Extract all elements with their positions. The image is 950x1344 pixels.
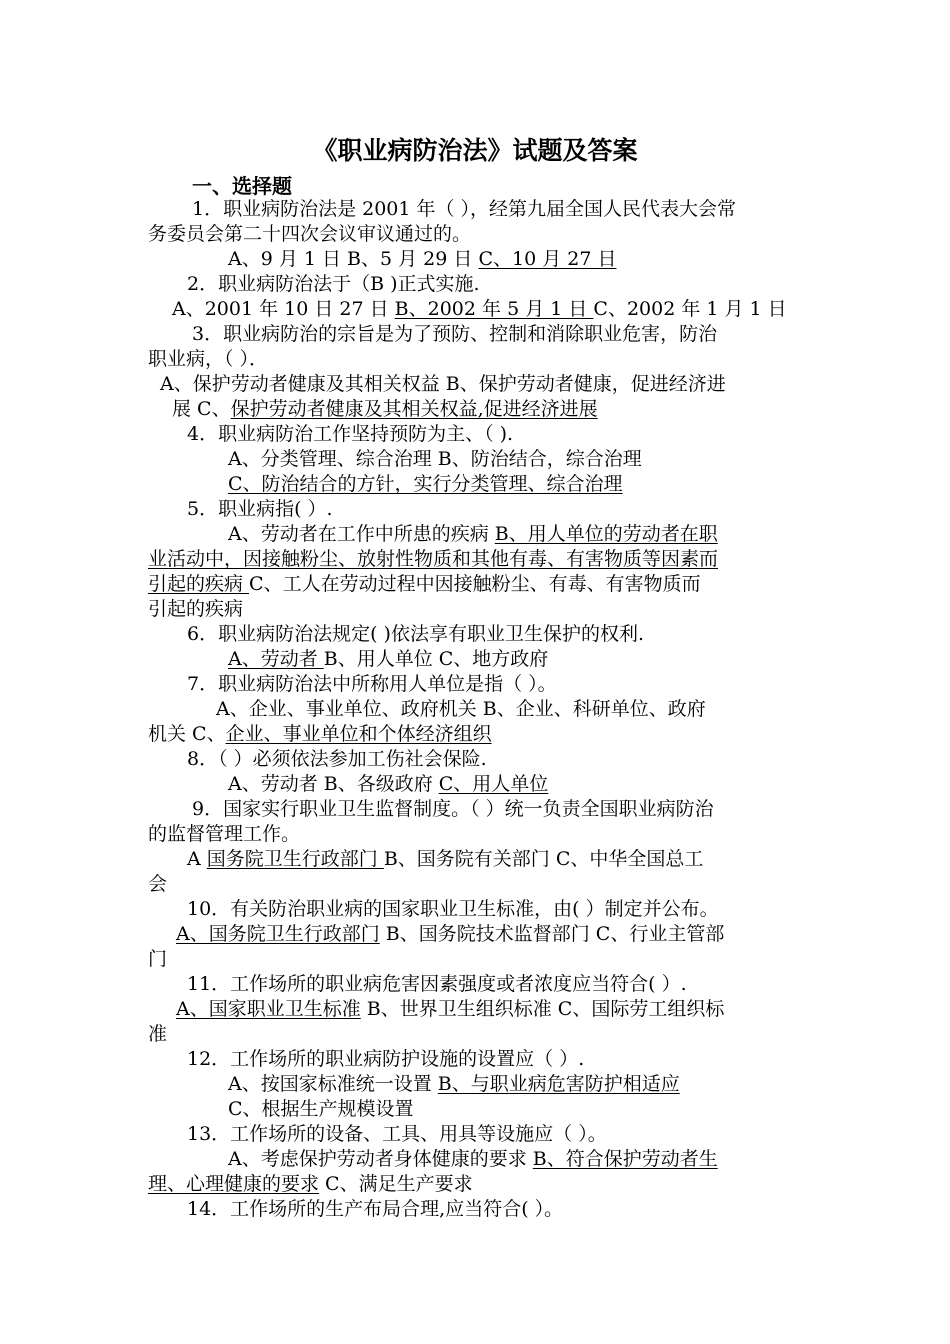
answer-underlined: 保护劳动者健康及其相关权益,促进经济进展 <box>230 398 598 420</box>
text-segment: A、劳动者在工作中所患的疾病 <box>228 523 495 545</box>
text-line <box>192 197 872 222</box>
text-line <box>187 847 867 872</box>
text-line <box>187 747 867 772</box>
text-line <box>228 1097 908 1122</box>
page-title: 《职业病防治法》试题及答案 <box>312 136 638 165</box>
text-line <box>148 547 828 572</box>
text-line <box>148 572 828 597</box>
text-segment: 14．工作场所的生产布局合理,应当符合( ）。 <box>187 1198 564 1220</box>
text-line <box>187 672 867 697</box>
text-segment: B、国务院技术监督部门 C、行业主管部 <box>379 923 725 945</box>
text-line <box>192 322 872 347</box>
text-line <box>228 447 908 472</box>
text-line <box>228 647 908 672</box>
text-line <box>148 872 828 897</box>
text-segment: B、世界卫生组织标准 C、国际劳工组织标 <box>360 998 725 1020</box>
text-segment: 会 <box>148 873 168 895</box>
answer-underlined: 理、心理健康的要求 <box>148 1173 320 1195</box>
text-segment: C、满足生产要求 <box>319 1173 473 1195</box>
answer-underlined: C、10 月 27 日 <box>478 248 617 270</box>
text-segment: 2．职业病防治法于（B )正式实施. <box>187 273 480 295</box>
answer-underlined: 引起的疾病 <box>148 573 250 595</box>
text-line <box>148 347 828 372</box>
answer-underlined: B、用人单位的劳动者在职 <box>494 523 718 545</box>
text-segment: 9．国家实行职业卫生监督制度。（ ）统一负责全国职业病防治 <box>192 798 714 820</box>
text-line <box>176 922 856 947</box>
text-segment: C、2002 年 1 月 1 日 <box>593 298 787 320</box>
text-segment: 1．职业病防治法是 2001 年（ ），经第九届全国人民代表大会常 <box>192 198 737 220</box>
text-line <box>192 797 872 822</box>
text-segment: A、考虑保护劳动者身体健康的要求 <box>228 1148 533 1170</box>
text-segment: 11．工作场所的职业病危害因素强度或者浓度应当符合( ）. <box>187 973 687 995</box>
answer-underlined: B、符合保护劳动者生 <box>532 1148 718 1170</box>
text-segment: 12．工作场所的职业病防护设施的设置应（ ）. <box>187 1048 585 1070</box>
text-segment: 门 <box>148 948 168 970</box>
text-segment: A、按国家标准统一设置 <box>228 1073 438 1095</box>
answer-underlined: 国务院卫生行政部门 <box>206 848 384 870</box>
text-segment: 展 C、 <box>172 398 231 420</box>
answer-underlined: C、防治结合的方针，实行分类管理、综合治理 <box>228 473 623 495</box>
text-line <box>187 272 867 297</box>
text-segment: 机关 C、 <box>148 723 226 745</box>
text-line <box>148 722 828 747</box>
text-line <box>187 1047 867 1072</box>
text-segment: A、企业、事业单位、政府机关 B、企业、科研单位、政府 <box>216 698 706 720</box>
text-segment: 5．职业病指( ）. <box>187 498 333 520</box>
answer-underlined: 企业、事业单位和个体经济组织 <box>225 723 492 745</box>
text-segment: 务委员会第二十四次会议审议通过的。 <box>148 223 472 245</box>
text-segment: A、分类管理、综合治理 B、防治结合，综合治理 <box>228 448 642 470</box>
text-line <box>148 597 828 622</box>
section-heading: 一、选择题 <box>192 174 292 198</box>
text-segment: 10．有关防治职业病的国家职业卫生标准，由( ）制定并公布。 <box>187 898 719 920</box>
answer-underlined: A、劳动者 <box>228 648 324 670</box>
text-line <box>216 697 896 722</box>
answer-underlined: A、国务院卫生行政部门 <box>176 923 380 945</box>
text-segment: C、工人在劳动过程中因接触粉尘、有毒、有害物质而 <box>249 573 701 595</box>
text-segment: A、2001 年 10 日 27 日 <box>172 298 395 320</box>
text-segment: 7．职业病防治法中所称用人单位是指（ ）。 <box>187 673 557 695</box>
text-segment: 的监督管理工作。 <box>148 823 301 845</box>
text-segment: A、劳动者 B、各级政府 <box>228 773 439 795</box>
text-segment: 3．职业病防治的宗旨是为了预防、控制和消除职业危害，防治 <box>192 323 718 345</box>
text-line <box>187 972 867 997</box>
text-line <box>172 397 852 422</box>
text-segment: B、用人单位 C、地方政府 <box>323 648 549 670</box>
answer-underlined: C、用人单位 <box>438 773 549 795</box>
text-segment: 4．职业病防治工作坚持预防为主、（ ). <box>187 423 514 445</box>
text-segment: A、保护劳动者健康及其相关权益 B、保护劳动者健康，促进经济进 <box>160 373 726 395</box>
text-segment: 6．职业病防治法规定( )依法享有职业卫生保护的权利. <box>187 623 644 645</box>
text-segment: 8．（ ）必须依法参加工伤社会保险. <box>187 748 487 770</box>
text-segment: A、9 月 1 日 B、5 月 29 日 <box>228 248 479 270</box>
text-segment: A <box>187 848 207 870</box>
text-line <box>160 372 840 397</box>
text-line <box>228 522 908 547</box>
text-segment: 13．工作场所的设备、工具、用具等设施应（ ）。 <box>187 1123 607 1145</box>
text-segment: 准 <box>148 1023 168 1045</box>
text-line <box>228 772 908 797</box>
text-line <box>187 497 867 522</box>
answer-underlined: A、国家职业卫生标准 <box>176 998 361 1020</box>
text-segment: 职业病，（ ）． <box>148 348 269 370</box>
text-line <box>148 822 828 847</box>
text-segment: B、国务院有关部门 C、中华全国总工 <box>383 848 704 870</box>
text-line <box>176 997 856 1022</box>
text-line <box>148 1022 828 1047</box>
text-line <box>148 222 828 247</box>
text-segment: 引起的疾病 <box>148 598 244 620</box>
text-line <box>228 1072 908 1097</box>
text-line <box>148 1172 828 1197</box>
text-line <box>228 1147 908 1172</box>
text-segment: C、根据生产规模设置 <box>228 1098 414 1120</box>
text-line <box>172 297 852 322</box>
text-line <box>187 897 867 922</box>
text-line <box>228 247 908 272</box>
text-line <box>148 947 828 972</box>
answer-underlined: B、与职业病危害防护相适应 <box>437 1073 680 1095</box>
text-line <box>187 1122 867 1147</box>
text-line <box>187 1197 867 1222</box>
answer-underlined: B、2002 年 5 月 1 日 <box>394 298 594 320</box>
text-line <box>187 622 867 647</box>
answer-underlined: 业活动中，因接触粉尘、放射性物质和其他有毒、有害物质等因素而 <box>148 548 719 570</box>
text-line <box>187 422 867 447</box>
text-line <box>228 472 908 497</box>
